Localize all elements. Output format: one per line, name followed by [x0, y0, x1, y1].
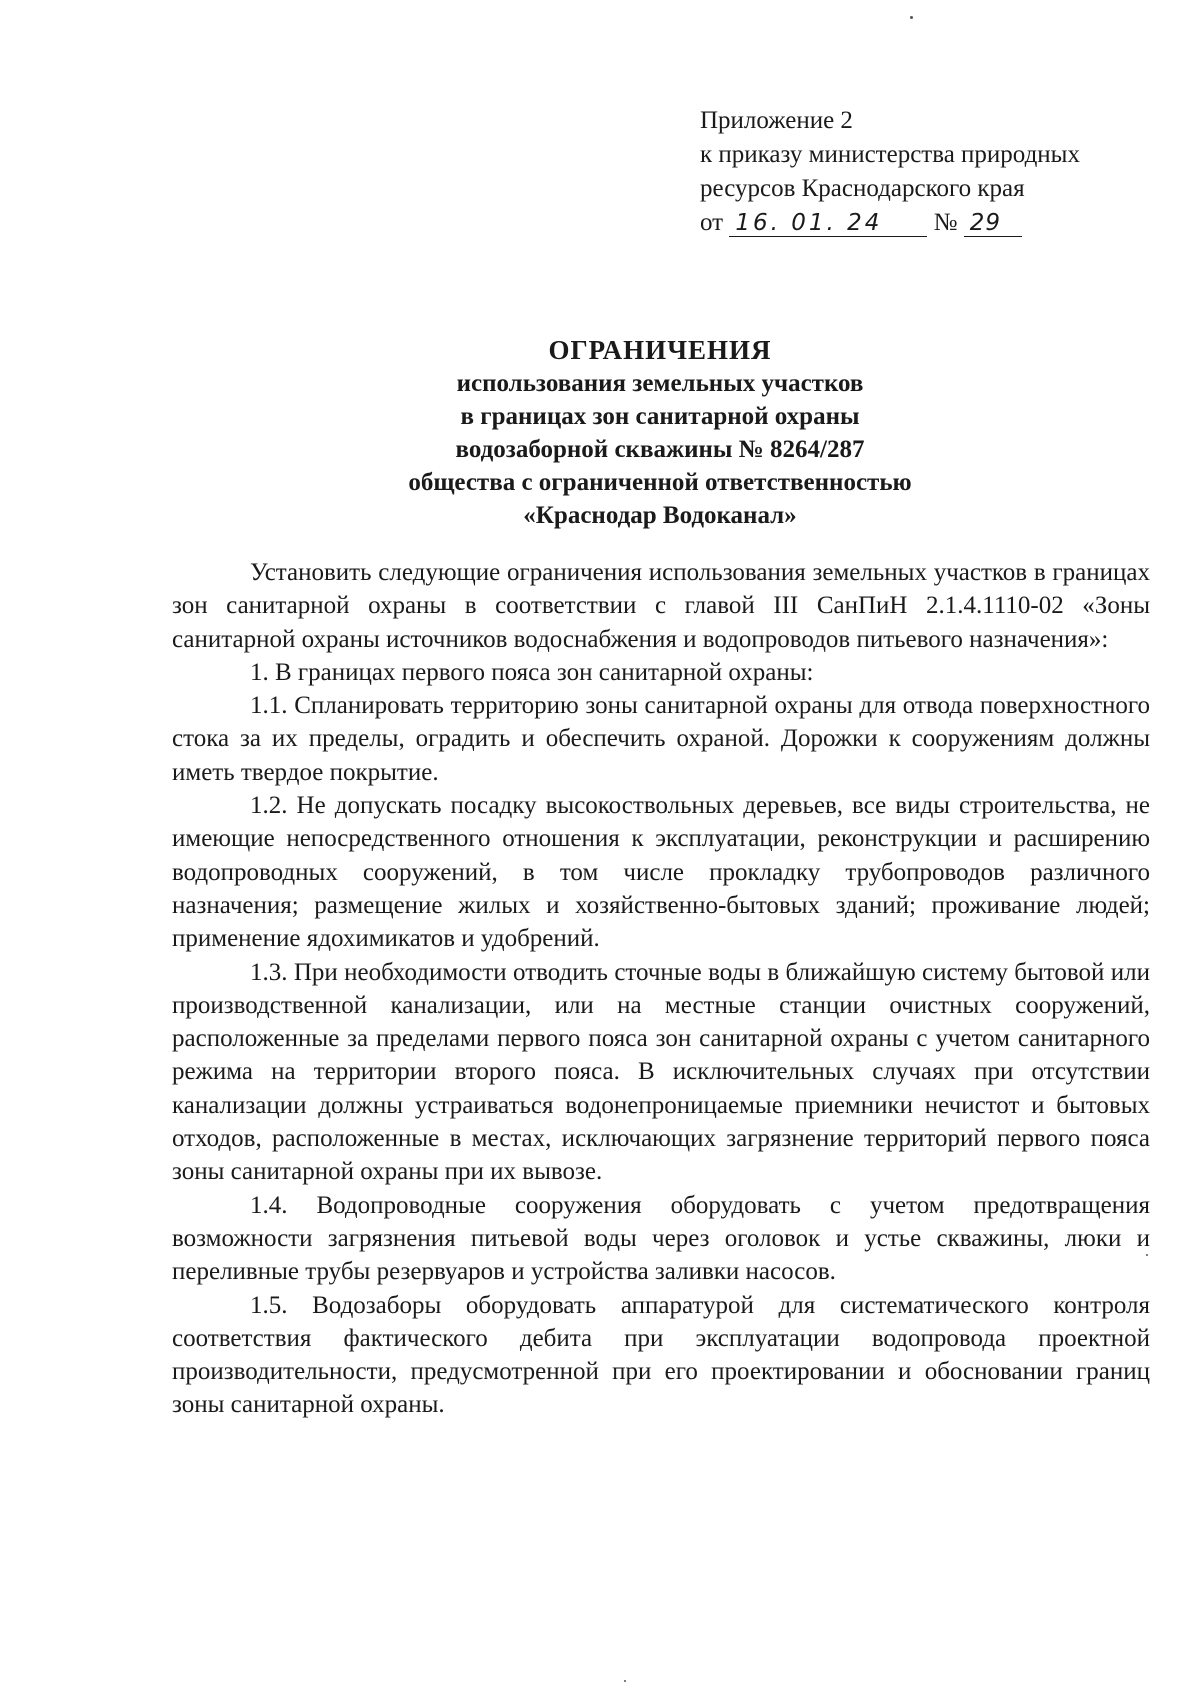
title-line-4: общества с ограниченной ответственностью	[408, 469, 912, 496]
order-date-number-line	[700, 206, 1160, 240]
appendix-header	[700, 104, 1160, 240]
appendix-line-2: к приказу министерства природных	[700, 141, 1080, 168]
appendix-line-3: ресурсов Краснодарского края	[700, 175, 1025, 202]
number-label: №	[933, 209, 958, 236]
clause-1-2: 1.2. Не допускать посадку высокоствольных деревьев, все виды строительства, не имеющие непосредственного отношения к эксплуатации, реконструкции и расширению водопроводных сооружений, в том числе прокладку трубопроводов различного назначения; размещение жилых и хозяйственно-бытовых зданий; проживание людей; применение ядохимикатов и удобрений.	[172, 792, 1150, 953]
clause-1-5: 1.5. Водозаборы оборудовать аппаратурой для систематического контроля соответствия фактического дебита при эксплуатации водопровода проектной производительности, предусмотренной при его проектировании и обосновании границ зоны санитарной охраны.	[172, 1291, 1150, 1419]
scan-speck	[910, 16, 913, 19]
title-main: ОГРАНИЧЕНИЯ	[548, 335, 772, 365]
clause-1-4: 1.4. Водопроводные сооружения оборудовать с учетом предотвращения возможности загрязнения питьевой воды через оголовок и устье скважины, люки и переливные трубы резервуаров и устройства заливки насосов.	[172, 1191, 1150, 1286]
title-line-1: использования земельных участков	[456, 370, 864, 397]
from-label: от	[700, 209, 724, 236]
title-line-2: в границах зон санитарной охраны	[460, 403, 860, 430]
clause-1-1: 1.1. Спланировать территорию зоны санитарной охраны для отвода поверхностного стока за их пределы, оградить и обеспечить охраной. Дорожки к сооружениям должны иметь твердое покрытие.	[172, 692, 1150, 786]
title-line-5: «Краснодар Водоканал»	[523, 502, 797, 529]
handwritten-number: 29	[964, 210, 1022, 237]
document-title	[300, 333, 1020, 532]
intro-paragraph: Установить следующие ограничения использования земельных участков в границах зон санитарной охраны в соответствии с главой III СанПиН 2.1.4.1110-02 «Зоны санитарной охраны источников водоснабжения и водопроводов питьевого назначения»:	[172, 559, 1150, 653]
scan-speck	[624, 1680, 626, 1682]
appendix-line-1: Приложение 2	[700, 107, 853, 134]
section-1-heading: 1. В границах первого пояса зон санитарной охраны:	[250, 658, 814, 686]
scan-speck	[1146, 1254, 1148, 1256]
handwritten-date: 16. 01. 24	[729, 210, 927, 237]
document-body	[172, 556, 1150, 1422]
clause-1-3: 1.3. При необходимости отводить сточные воды в ближайшую систему бытовой или производственной канализации, или на местные станции очистных сооружений, расположенные за пределами первого пояса зон санитарной охраны с учетом санитарного режима на территории второго пояса. В исключительных случаях при отсутствии канализации должны устраиваться водонепроницаемые приемники нечистот и бытовых отходов, расположенные в местах, исключающих загрязнение территорий первого пояса зоны санитарной охраны при их вывозе.	[172, 958, 1150, 1186]
title-line-3: водозаборной скважины № 8264/287	[455, 436, 865, 463]
